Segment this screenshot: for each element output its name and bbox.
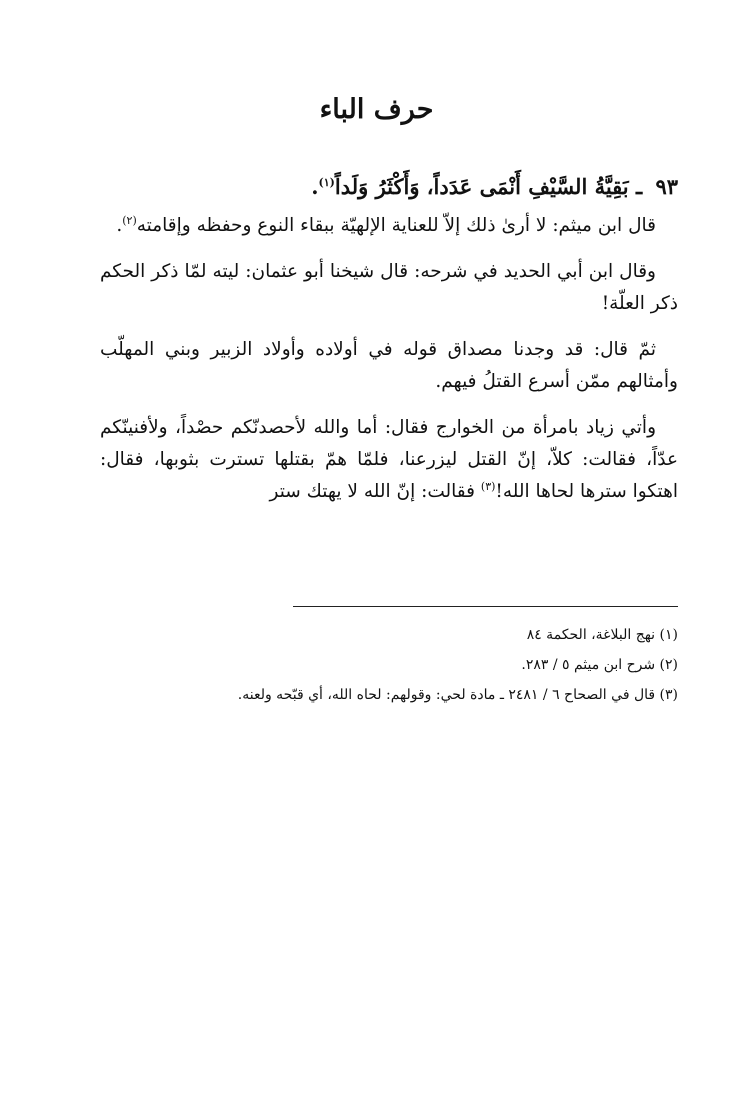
footnote-3: (٣) قال في الصحاح ٦ / ٢٤٨١ ـ مادة لحي: وقولهم: لحاه الله، أي قبّحه ولعنه.: [237, 687, 678, 703]
entry-heading-end: .: [311, 174, 319, 199]
chapter-title: حرف الباء: [319, 94, 434, 125]
footnotes: [100, 620, 678, 710]
paragraph-text: قال ابن ميثم: لا أرىٰ ذلك إلاّ للعناية الإلهيّة ببقاء النوع وحفظه وإقامته: [136, 215, 656, 236]
paragraph-tail: فقالت: إنّ الله لا يهتك ستر: [269, 481, 481, 502]
footnote-2: (٢) شرح ابن ميثم ٥ / ٢٨٣.: [521, 657, 678, 673]
footnote-ref: (٣): [480, 479, 496, 493]
footnote-ref: (١): [318, 176, 335, 189]
paragraph: [100, 412, 678, 508]
paragraph-text: وقال ابن أبي الحديد في شرحه: قال شيخنا أبو عثمان: ليته لمّا ذكر الحكم ذكر العلّة!: [100, 261, 678, 314]
paragraph: [100, 256, 678, 320]
paragraph-text: ثمّ قال: قد وجدنا مصداق قوله في أولاده وأولاد الزبير وبني المهلّب وأمثالهم ممّن أسرع القتلُ فيهم.: [100, 339, 678, 392]
main-text: [100, 170, 678, 522]
entry-heading: [100, 170, 678, 204]
paragraph: [100, 210, 678, 242]
entry-heading-text: بَقِيَّةُ السَّيْفِ أَنْمَى عَدَداً، وَأَكْثَرُ وَلَداً: [334, 174, 629, 199]
paragraph: [100, 334, 678, 398]
footnote-divider: [293, 606, 678, 607]
entry-number: ٩٣: [655, 174, 678, 199]
footnote-1: (١) نهج البلاغة، الحكمة ٨٤: [526, 627, 678, 643]
footnote-ref: (٢): [122, 213, 137, 227]
entry-separator: ـ: [628, 174, 650, 199]
paragraph-tail: .: [116, 215, 123, 236]
paragraph-text: وأتي زياد بامرأة من الخوارج فقال: أما والله لأحصدنّكم حصْداً، ولأفنينّكم عدّاً، فقالت: كلاّ، إنّ القتل ليزرعنا، فلمّا همّ بقتلها تسترت بثوبها، فقال: اهتكوا سترها لحاها الله!: [100, 417, 678, 502]
